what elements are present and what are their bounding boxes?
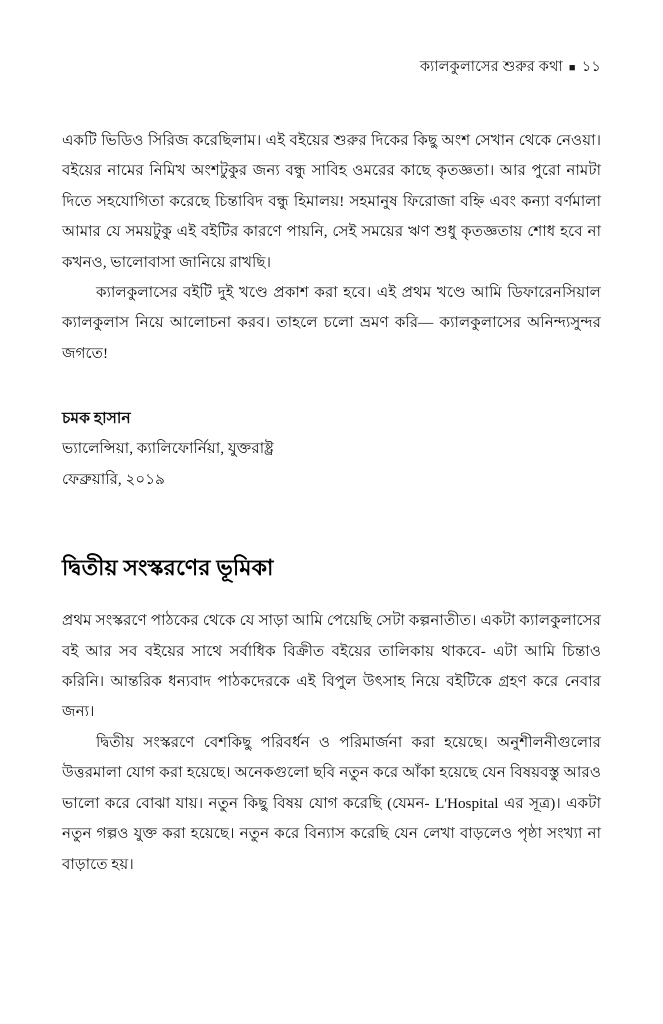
page-number: ১১ bbox=[581, 59, 601, 75]
author-date: ফেব্রুয়ারি, ২০১৯ bbox=[62, 470, 165, 488]
paragraph-first-edition-response: প্রথম সংস্করণে পাঠকের থেকে যে সাড়া আমি পেয়েছি সেটা কল্পনাতীত। একটা ক্যালকুলাসের বই আর সব বইয়ের সাথে সর্বাধিক বিক্রীত বইয়ের তালিকায় থাকবে- এটা আমি চিন্তাও করিনি। আন্তরিক ধন্যবাদ পাঠকদেরকে এই বিপুল উৎসাহ নিয়ে বইটিকে গ্রহণ করে নেবার জন্য। bbox=[62, 612, 601, 721]
author-location: ভ্যালেন্সিয়া, ক্যালিফোর্নিয়া, যুক্তরাষ্ট্র bbox=[62, 440, 274, 458]
section-heading-second-edition: দ্বিতীয় সংস্করণের ভূমিকা bbox=[62, 555, 274, 581]
running-head-title: ক্যালকুলাসের শুরুর কথা bbox=[419, 59, 563, 75]
author-name: চমক হাসান bbox=[62, 410, 131, 428]
main-text-column bbox=[62, 126, 601, 369]
section-text-column bbox=[62, 606, 601, 880]
paragraph-continued: একটি ভিডিও সিরিজ করেছিলাম। এই বইয়ের শুরুর দিকের কিছু অংশ সেখান থেকে নেওয়া। বইয়ের নামের নিমিখ অংশটুকুর জন্য বন্ধু সাবিহ ওমরের কাছে কৃতজ্ঞতা। আর পুরো নামটা দিতে সহযোগিতা করেছে চিন্তাবিদ বন্ধু হিমালয়! সহমানুষ ফিরোজা বহ্নি এবং কন্যা বর্ণমালা আমার যে সময়টুকু এই বইটির কারণে পায়নি, সেই সময়ের ঋণ শুধু কৃতজ্ঞতায় শোধ হবে না কখনও, ভালোবাসা জানিয়ে রাখছি। bbox=[62, 132, 601, 271]
signature-block bbox=[62, 403, 601, 495]
paragraph-volumes: ক্যালকুলাসের বইটি দুই খণ্ডে প্রকাশ করা হবে। এই প্রথম খণ্ডে আমি ডিফারেনসিয়াল ক্যালকুলাস নিয়ে আলোচনা করব। তাহলে চলো ভ্রমণ করি— ক্যালকুলাসের অনিন্দ্যসুন্দর জগতে! bbox=[62, 284, 601, 362]
running-head bbox=[62, 56, 601, 80]
paragraph-second-edition-changes: দ্বিতীয় সংস্করণে বেশকিছু পরিবর্ধন ও পরিমার্জনা করা হয়েছে। অনুশীলনীগুলোর উত্তরমালা যোগ করা হয়েছে। অনেকগুলো ছবি নতুন করে আঁকা হয়েছে যেন বিষয়বস্তু আরও ভালো করে বোঝা যায়। নতুন কিছু বিষয় যোগ করেছি (যেমন- L'Hospital এর সূত্র)। একটা নতুন গল্পও যুক্ত করা হয়েছে। নতুন করে বিন্যাস করেছি যেন লেখা বাড়লেও পৃষ্ঠা সংখ্যা না বাড়াতে হয়। bbox=[62, 733, 601, 873]
running-head-bullet-icon: ■ bbox=[568, 61, 576, 74]
